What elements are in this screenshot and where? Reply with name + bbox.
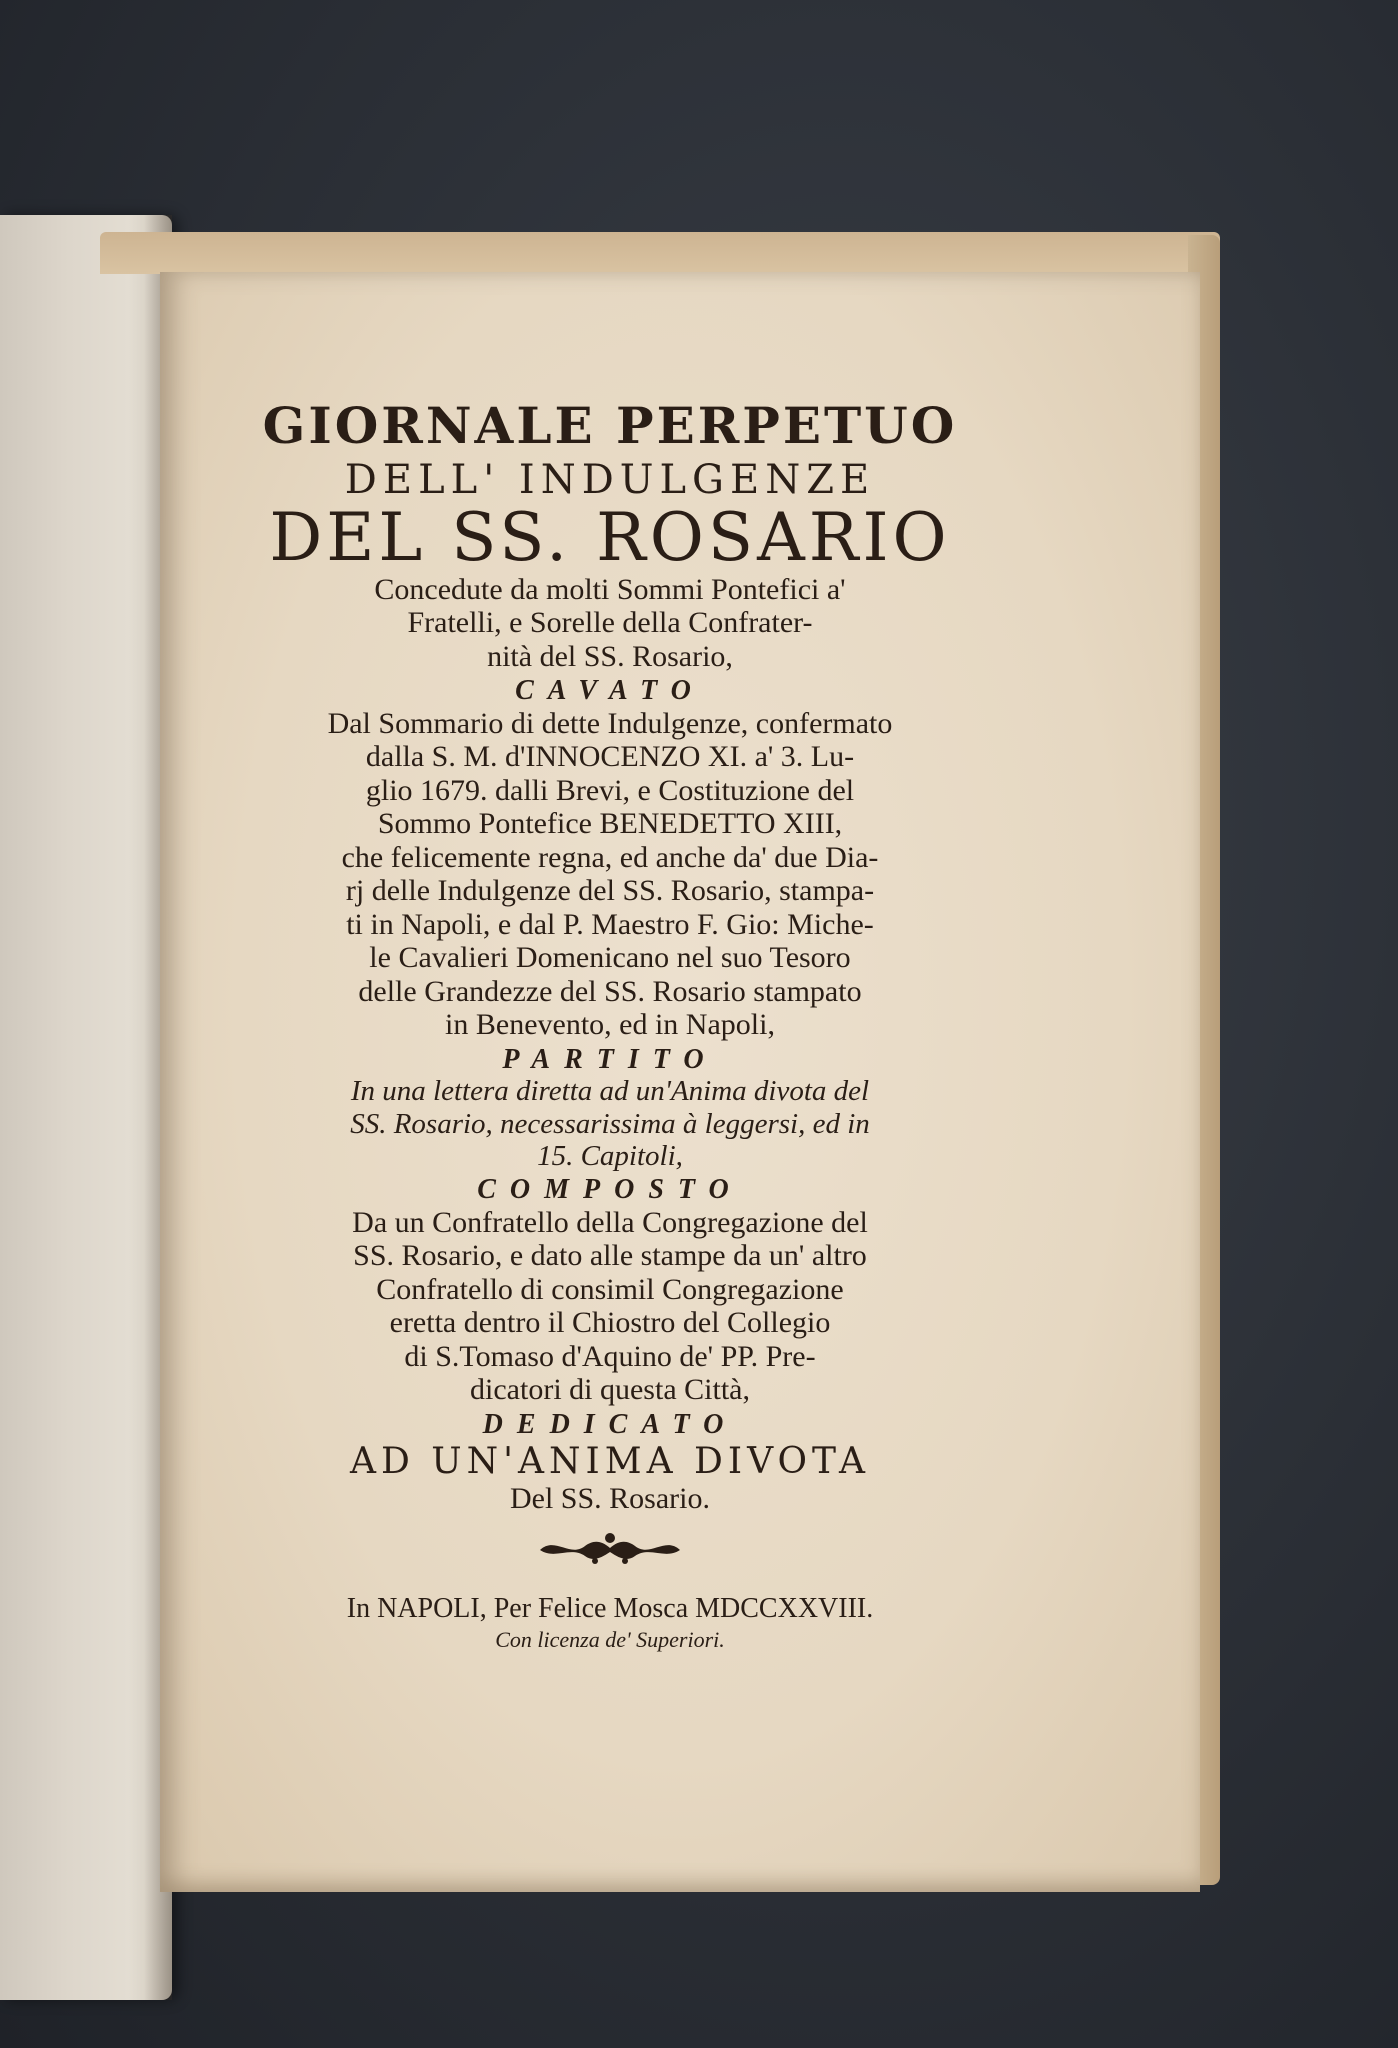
section-composto: COMPOSTO: [477, 1174, 743, 1206]
cavato-line: Dal Sommario di dette Indulgenze, confermato: [327, 706, 893, 740]
left-page: [0, 215, 172, 2000]
composto-line: Confratello di consimil Congregazione: [376, 1272, 844, 1306]
title-page-text: [230, 396, 990, 1652]
cover-top-edge: [100, 232, 1220, 274]
partito-line: 15. Capitoli,: [537, 1139, 683, 1172]
imprint-line: In NAPOLI, Per Felice Mosca MDCCXXVIII.: [346, 1593, 874, 1625]
composto-line: Da un Confratello della Congregazione del: [352, 1205, 868, 1239]
title-line-3: DEL SS. ROSARIO: [269, 498, 951, 576]
printers-ornament-icon: [535, 1528, 685, 1568]
intro-line: Concedute da molti Sommi Pontefici a': [374, 572, 846, 606]
section-partito: PARTITO: [502, 1043, 718, 1075]
cavato-line: dalla S. M. d'INNOCENZO XI. a' 3. Lu-: [365, 740, 855, 774]
cavato-line: rj delle Indulgenze del SS. Rosario, stampa-: [345, 874, 875, 908]
partito-line: SS. Rosario, necessarissima à leggersi, ed in: [350, 1107, 870, 1140]
title-line-1: GIORNALE PERPETUO: [262, 396, 958, 455]
intro-line: Fratelli, e Sorelle della Confrater-: [407, 606, 813, 640]
intro-line: nità del SS. Rosario,: [487, 639, 733, 673]
section-dedicato: DEDICATO: [482, 1408, 738, 1440]
dedication-sub: Del SS. Rosario.: [509, 1481, 710, 1515]
composto-line: di S.Tomaso d'Aquino de' PP. Pre-: [404, 1339, 816, 1373]
cavato-line: Sommo Pontefice BENEDETTO XIII,: [377, 807, 843, 841]
title-line-2: DELL' INDULGENZE: [344, 456, 876, 503]
cavato-line: che felicemente regna, ed anche da' due Dia-: [341, 840, 879, 874]
cavato-line: in Benevento, ed in Napoli,: [445, 1008, 775, 1042]
cavato-line: le Cavalieri Domenicano nel suo Tesoro: [369, 941, 851, 975]
composto-line: SS. Rosario, e dato alle stampe da un' altro: [353, 1239, 867, 1273]
partito-line: In una lettera diretta ad un'Anima divota del: [350, 1075, 870, 1108]
license-line: Con licenza de' Superiori.: [495, 1626, 725, 1652]
section-cavato: CAVATO: [515, 675, 705, 707]
cavato-line: glio 1679. dalli Brevi, e Costituzione del: [365, 773, 855, 807]
composto-line: dicatori di questa Città,: [470, 1373, 750, 1407]
dedication-line: AD UN'ANIMA DIVOTA: [349, 1441, 871, 1483]
cavato-line: delle Grandezze del SS. Rosario stampato: [358, 974, 862, 1008]
composto-line: eretta dentro il Chiostro del Collegio: [389, 1306, 831, 1340]
cavato-line: ti in Napoli, e dal P. Maestro F. Gio: Miche-: [346, 907, 874, 941]
